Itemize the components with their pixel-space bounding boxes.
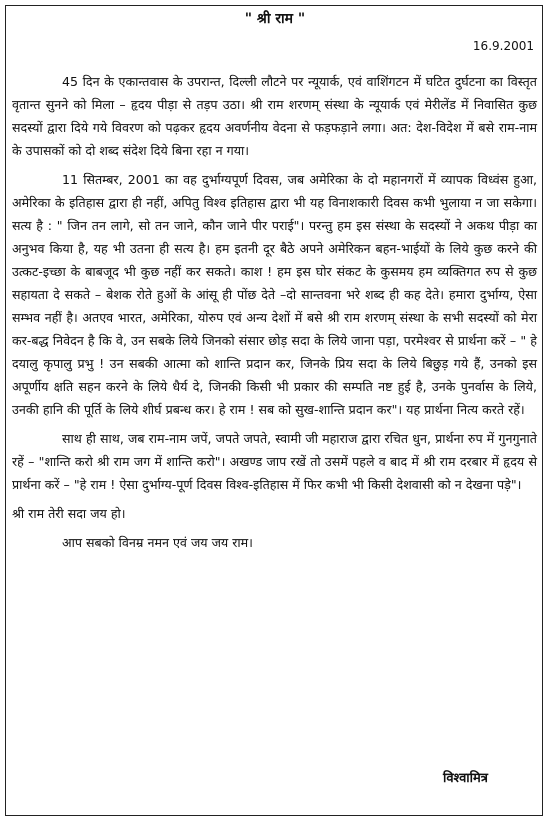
letter-body: [12, 70, 537, 560]
paragraph-september-11: 11 सितम्बर, 2001 का वह दुर्भाग्यपूर्ण दिवस, जब अमेरिका के दो महानगरों में व्यापक विध्वंस हुआ, अमेरिका के इतिहास द्वारा ही नहीं, अपितु विश्व इतिहास द्वारा भी यह विनाशकारी दिवस कभी भुलाया न जा सकेगा। सत्य है : " जिन तन लागे, सो तन जाने, कौन जाने पीर पराई"। परन्तु हम इस संस्था के सदस्यों ने अकथ पीड़ा का अनुभव किया है, यह भी उतना ही सत्य है। हम इतनी दूर बैठे अपने अमेरिकन बहन-भाईयों के लिये कुछ करने की उत्कट-इच्छा के बाबजूद भी कुछ नहीं कर सकते। काश ! हम इस घोर संकट के कुसमय हम व्यक्तिगत रुप से कुछ सहायता दे सकते – बेशक रोते हुओं के आंसू ही पोंछ देते –दो सान्तवना भरे शब्द ही कह देते। हमारा दुर्भाग्य, ऐसा सम्भव नहीं है। अतएव भारत, अमेरिका, योरुप एवं अन्य देशों में बसे श्री राम शरणम् संस्था के सभी सदस्यों को मेरा कर-बद्ध निवेदन है कि वे, उन सबके लिये जिनको संसार छोड़ सदा के लिये जाना पड़ा, परमेश्वर से प्रार्थना करें – " हे दयालु कृपालु प्रभु ! उन सबकी आत्मा को शान्ति प्रदान कर, जिनके प्रिय सदा के लिये बिछुड़ गये हैं, उनको इस अपूर्णीय क्षति सहन करने के लिये धैर्य दे, जिनकी किसी भी प्रकार की सम्पति नष्ट हुई है, उनके पुनर्वास के लिये, उनकी हानि की पूर्ति के लिये शीर्घ प्रबन्ध कर। हे राम ! सब को सुख-शान्ति प्रदान कर"। यह प्रार्थना नित्य करते रहें।: [12, 172, 537, 417]
paragraph-intro: 45 दिन के एकान्तवास के उपरान्त, दिल्ली लौटने पर न्यूयार्क, एवं वाशिंगटन में घटित दुर्घटना का विस्तृत वृतान्त सुनने को मिला – हृदय पीड़ा से तड़प उठा। श्री राम शरणम् संस्था के न्यूयार्क एवं मेरीलेंड में निवासित कुछ सदस्यों द्वारा दिये गये विवरण को पढ़कर हृदय अवर्णनीय वेदना से फड़फड़ाने लगा। अत: देश-विदेश में बसे राम-नाम के उपासकों को दो शब्द संदेश दिये बिना रहा न गया।: [12, 74, 537, 158]
paragraph-closing: आप सबको विनम्र नमन एवं जय जय राम।: [62, 535, 253, 550]
signature: विश्वामित्र: [442, 771, 488, 786]
page-title: " श्री राम ": [244, 11, 306, 27]
paragraph-prayer: साथ ही साथ, जब राम-नाम जपें, जपते जपते, स्वामी जी महाराज द्वारा रचित धुन, प्रार्थना रुप में गुनगुनाते रहें – "शान्ति करो श्री राम जग में शान्ति करो"। अखण्ड जाप रखें तो उसमें पहले व बाद में श्री राम दरबार में हृदय से प्रार्थना करें – "हे राम ! ऐसा दुर्भाग्य-पूर्ण दिवस विश्व-इतिहास में फिर कभी भी किसी देशवासी को न देखना पड़े"।: [12, 431, 537, 492]
letter-date: 16.9.2001: [472, 39, 534, 53]
paragraph-blessing: श्री राम तेरी सदा जय हो।: [12, 506, 126, 521]
